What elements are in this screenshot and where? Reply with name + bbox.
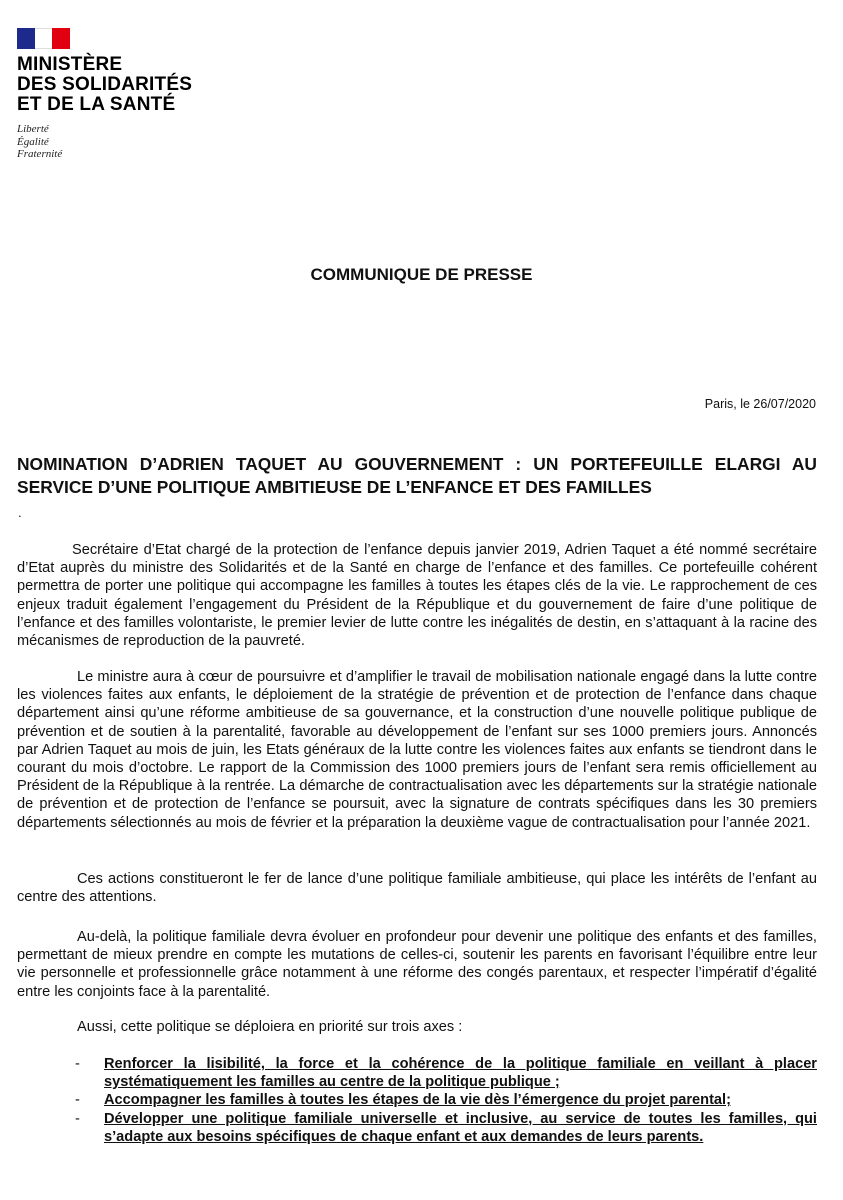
paragraph-3: Ces actions constitueront le fer de lance d’une politique familiale ambitieuse, qui place les intérêts de l’enfant au centre des attentions. xyxy=(17,871,817,906)
french-flag-icon xyxy=(17,28,70,49)
separator-dot: . xyxy=(18,505,22,520)
axes-list xyxy=(17,1055,817,1146)
paragraph-5: Aussi, cette politique se déploiera en priorité sur trois axes : xyxy=(77,1019,463,1035)
motto-liberte: Liberté xyxy=(17,123,49,135)
ministry-logo xyxy=(17,28,192,161)
list-item: - Renforcer la lisibilité, la force et la cohérence de la politique familiale en veillant à placer systématiquement les familles au centre de la politique publique ; xyxy=(75,1056,817,1091)
paragraph-1: Secrétaire d’Etat chargé de la protection de l’enfance depuis janvier 2019, Adrien Taquet a été nommé secrétaire d’Etat auprès du ministre des Solidarités et de la Santé en charge de l’enfance et des familles. Ce portefeuille cohérent permettra de porter une politique qui accompagne les familles à toutes les étapes clés de la vie. Le rapprochement de ces enjeux traduit également l’engagement du Président de la République et du gouvernement de faire d’une politique de l’enfance et des familles volontariste, le premier levier de lutte contre les inégalités de destin, en s’attaquant à la racine des mécanismes de reproduction de la pauvreté. xyxy=(17,542,817,650)
republic-motto xyxy=(17,123,192,161)
ministry-name xyxy=(17,55,192,115)
paragraph-2: Le ministre aura à cœur de poursuivre et d’amplifier le travail de mobilisation nationale engagé dans la lutte contre les violences faites aux enfants, le déploiement de la stratégie de prévention et de protection de l’enfance dans chaque département ainsi qu’une réforme ambitieuse de sa gouvernance, et la construction d’une nouvelle politique publique de prévention et de soutien à la parentalité, favorable au développement de l’enfant sur ses 1000 premiers jours. Annoncés par Adrien Taquet au mois de juin, les Etats généraux de la lutte contre les violences faites aux enfants se tiendront dans le courant du mois d’octobre. Le rapport de la Commission des 1000 premiers jours de l’enfant sera remis officiellement au Président de la République à la rentrée. La démarche de contractualisation avec les départements sur la stratégie nationale de prévention et de protection de l’enfance se poursuit, avec la signature de contrats spécifiques dans les 30 premiers départements sélectionnés au mois de février et la préparation la deuxième vague de contractualisation pour l’année 2021. xyxy=(17,669,817,831)
list-item: - Développer une politique familiale universelle et inclusive, au service de toutes les familles, qui s’adapte aux besoins spécifiques de chaque enfant et aux demandes de leurs parents. xyxy=(75,1110,817,1145)
ministry-line-2: DES SOLIDARITÉS xyxy=(17,74,193,95)
document-title: COMMUNIQUE DE PRESSE xyxy=(310,265,533,284)
ministry-line-3: ET DE LA SANTÉ xyxy=(17,94,176,115)
press-headline: NOMINATION D’ADRIEN TAQUET AU GOUVERNEMENT : UN PORTEFEUILLE ELARGI AU SERVICE D’UNE POLITIQUE AMBITIEUSE DE L’ENFANCE ET DES FAMILLES xyxy=(17,454,817,497)
list-item: - Accompagner les familles à toutes les étapes de la vie dès l’émergence du projet parental; xyxy=(75,1092,731,1109)
ministry-line-1: MINISTÈRE xyxy=(17,54,123,75)
paragraph-4: Au-delà, la politique familiale devra évoluer en profondeur pour devenir une politique des enfants et des familles, permettant de mieux prendre en compte les mutations de celles-ci, soutenir les parents en favorisant l’équilibre entre leur vie personnelle et professionnelle grâce notamment à une réforme des congés parentaux, et respecter l’impératif d’égalité entre les conjoints face à la parentalité. xyxy=(17,929,817,1000)
motto-fraternite: Fraternité xyxy=(17,148,63,160)
document-date: Paris, le 26/07/2020 xyxy=(704,397,816,411)
motto-egalite: Égalité xyxy=(17,135,49,148)
